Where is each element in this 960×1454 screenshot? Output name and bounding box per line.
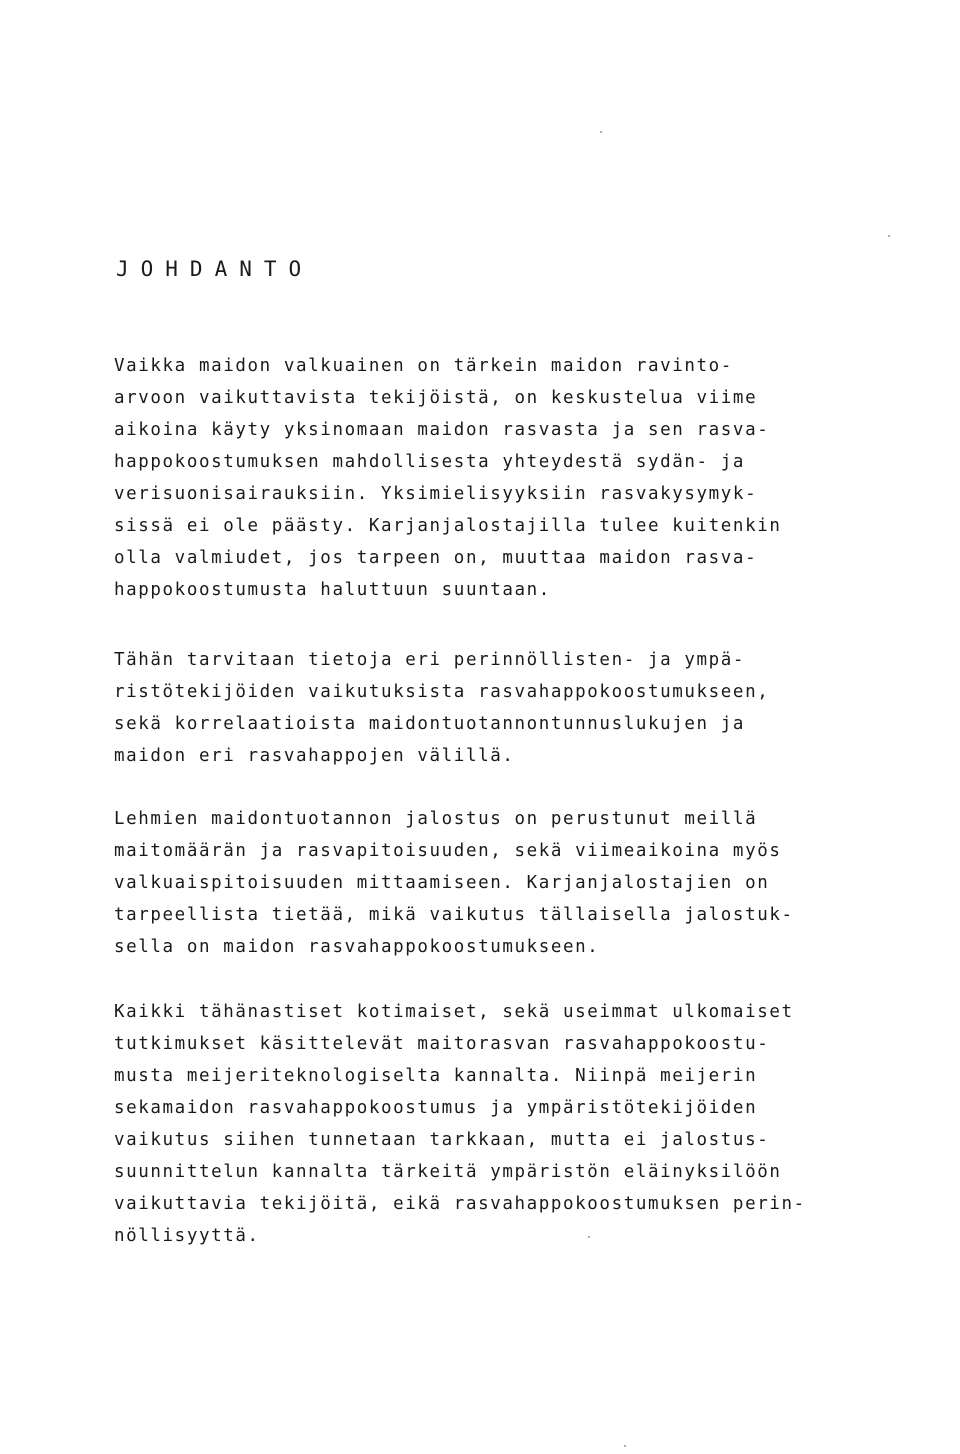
paragraph-4: [114, 996, 854, 1252]
text-line: sekamaidon rasvahappokoostumus ja ympäristötekijöiden: [114, 1098, 758, 1118]
text-line: sissä ei ole päästy. Karjanjalostajilla tulee kuitenkin: [114, 516, 782, 536]
text-line: valkuaispitoisuuden mittaamiseen. Karjanjalostajien on: [114, 873, 770, 893]
text-line: happokoostumuksen mahdollisesta yhteydestä sydän- ja: [114, 452, 746, 472]
text-line: suunnittelun kannalta tärkeitä ympäristön eläinyksilöön: [114, 1162, 782, 1182]
paragraph-3: [114, 803, 854, 963]
text-line: tutkimukset käsittelevät maitorasvan rasvahappokoostu-: [114, 1034, 770, 1054]
text-line: tarpeellista tietää, mikä vaikutus tällaisella jalostuk-: [114, 905, 794, 925]
text-line: maitomäärän ja rasvapitoisuuden, sekä viimeaikoina myös: [114, 841, 782, 861]
scan-speck: [588, 1236, 590, 1238]
text-line: olla valmiudet, jos tarpeen on, muuttaa maidon rasva-: [114, 548, 758, 568]
text-line: vaikutus siihen tunnetaan tarkkaan, mutta ei jalostus-: [114, 1130, 770, 1150]
text-line: nöllisyyttä.: [114, 1226, 260, 1246]
text-line: arvoon vaikuttavista tekijöistä, on keskustelua viime: [114, 388, 758, 408]
text-line: Kaikki tähänastiset kotimaiset, sekä useimmat ulkomaiset: [114, 1002, 794, 1022]
text-line: maidon eri rasvahappojen välillä.: [114, 746, 515, 766]
text-line: sella on maidon rasvahappokoostumukseen.: [114, 937, 600, 957]
text-line: Lehmien maidontuotannon jalostus on perustunut meillä: [114, 809, 758, 829]
scan-speck: [600, 131, 602, 133]
text-line: happokoostumusta haluttuun suuntaan.: [114, 580, 551, 600]
text-line: Tähän tarvitaan tietoja eri perinnöllisten- ja ympä-: [114, 650, 746, 670]
text-line: sekä korrelaatioista maidontuotannontunnuslukujen ja: [114, 714, 746, 734]
scan-speck: [888, 235, 890, 237]
text-line: vaikuttavia tekijöitä, eikä rasvahappokoostumuksen perin-: [114, 1194, 806, 1214]
text-line: ristötekijöiden vaikutuksista rasvahappokoostumukseen,: [114, 682, 770, 702]
text-line: verisuonisairauksiin. Yksimielisyyksiin rasvakysymyk-: [114, 484, 758, 504]
paragraph-1: [114, 350, 854, 606]
text-line: musta meijeriteknologiselta kannalta. Niinpä meijerin: [114, 1066, 758, 1086]
text-line: aikoina käyty yksinomaan maidon rasvasta ja sen rasva-: [114, 420, 770, 440]
section-heading: JOHDANTO: [116, 257, 314, 281]
scan-speck: [624, 1445, 626, 1447]
paragraph-2: [114, 644, 854, 772]
text-line: Vaikka maidon valkuainen on tärkein maidon ravinto-: [114, 356, 733, 376]
